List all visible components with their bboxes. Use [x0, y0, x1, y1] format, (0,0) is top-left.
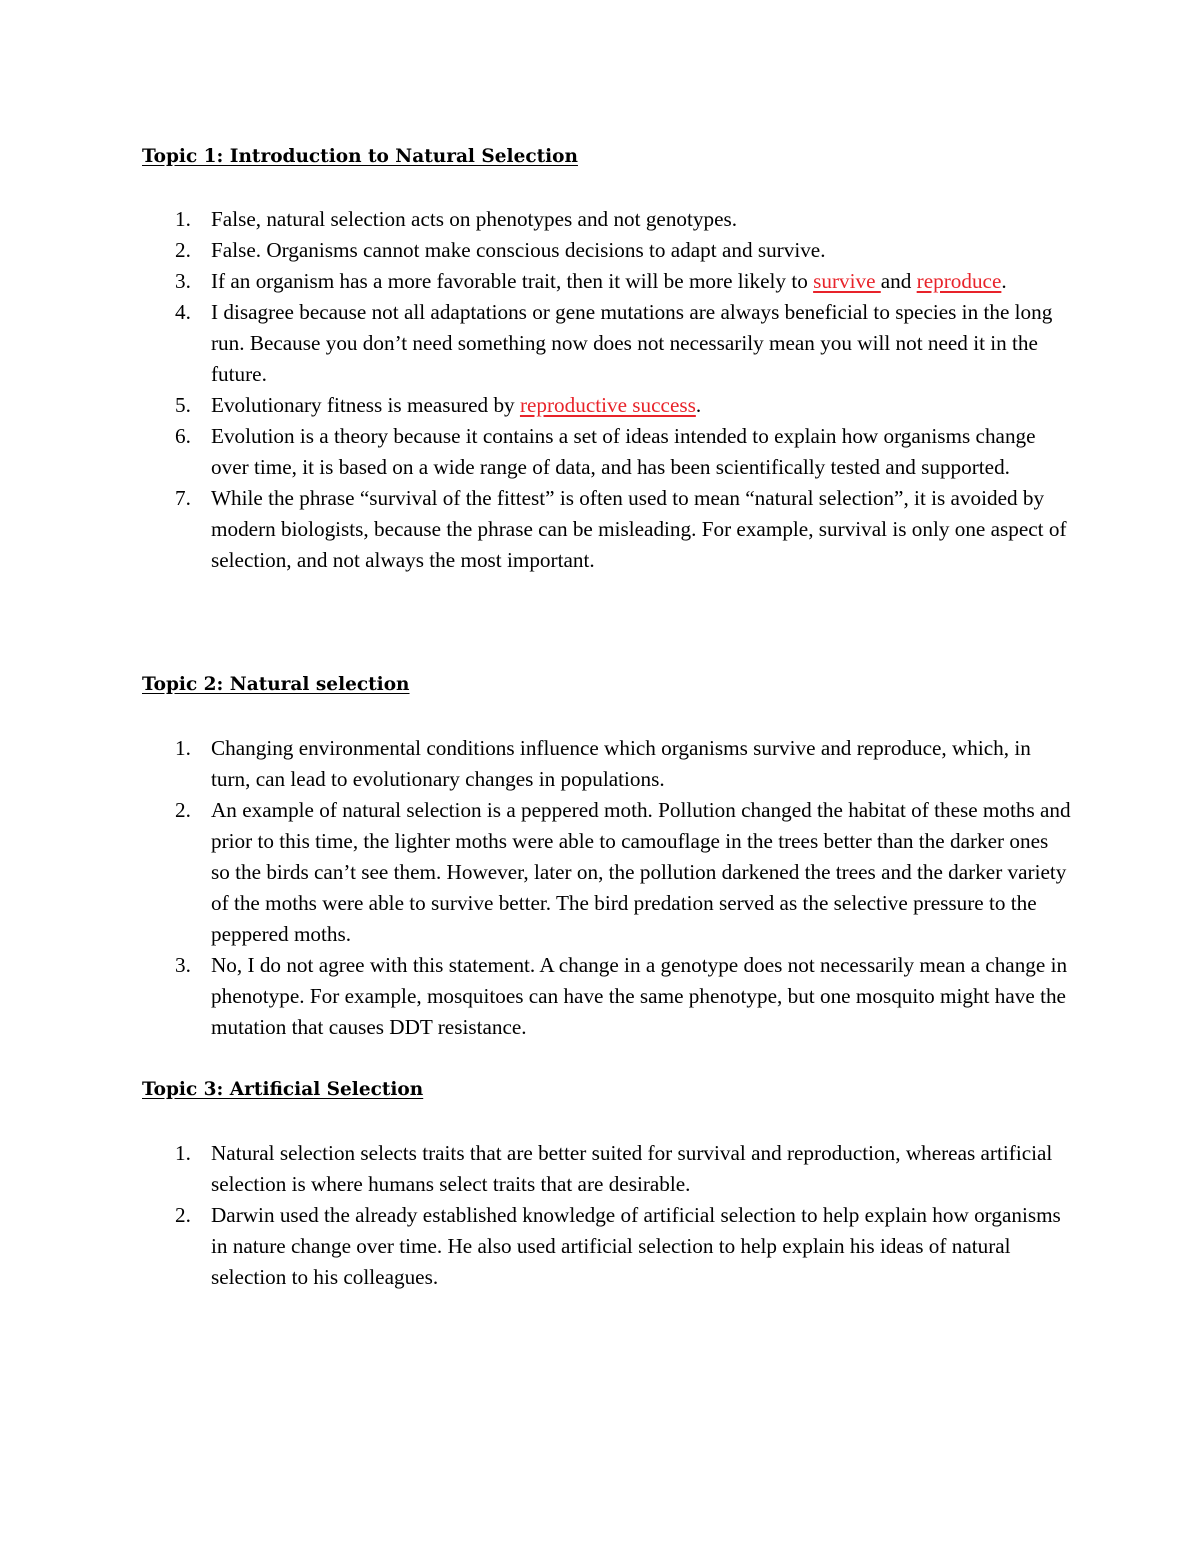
item-text: Darwin used the already established knowledge of artificial selection to help explain how organisms in nature change over time. He also used artificial selection to help explain his ideas of natural selection to his colleagues.: [211, 1203, 1061, 1289]
topic-1-answer-list: [0, 204, 1200, 576]
highlighted-term-reproductive-success: reproductive success: [519, 393, 696, 417]
list-item: [0, 390, 1071, 421]
list-item: [0, 733, 1071, 795]
list-item: [0, 266, 1071, 297]
item-text: and: [880, 269, 917, 293]
item-number: 7.: [175, 486, 191, 510]
item-number: 2.: [175, 238, 191, 262]
list-item: [0, 950, 1071, 1043]
item-text: No, I do not agree with this statement. A change in a genotype does not necessarily mean a change in phenotype. For example, mosquitoes can have the same phenotype, but one mosquito might have the mutation that causes DDT resistance.: [211, 953, 1068, 1039]
section-heading-topic-1: Topic 1: Introduction to Natural Selection: [142, 146, 578, 167]
list-item: [0, 297, 1071, 390]
item-text: False, natural selection acts on phenotypes and not genotypes.: [211, 207, 738, 231]
list-item: [0, 235, 1071, 266]
item-number: 1.: [175, 736, 191, 760]
list-item: [0, 483, 1071, 576]
list-item: [0, 421, 1071, 483]
item-text: Evolution is a theory because it contains a set of ideas intended to explain how organisms change over time, it is based on a wide range of data, and has been scientifically tested and supported.: [211, 424, 1036, 479]
item-text: False. Organisms cannot make conscious decisions to adapt and survive.: [211, 238, 826, 262]
item-number: 2.: [175, 1203, 191, 1227]
list-item: [0, 1200, 1071, 1293]
section-heading-topic-2: Topic 2: Natural selection: [142, 674, 410, 695]
item-text: Evolutionary fitness is measured by: [211, 393, 520, 417]
item-number: 5.: [175, 393, 191, 417]
item-number: 1.: [175, 207, 191, 231]
item-number: 2.: [175, 798, 191, 822]
item-text: If an organism has a more favorable trait, then it will be more likely to: [211, 269, 814, 293]
item-text: An example of natural selection is a peppered moth. Pollution changed the habitat of these moths and prior to this time, the lighter moths were able to camouflage in the trees better than the darker ones so the birds can’t see them. However, later on, the pollution darkened the trees and the darker variety of the moths were able to survive better. The bird predation served as the selective pressure to the peppered moths.: [211, 798, 1071, 946]
item-text: While the phrase “survival of the fittest” is often used to mean “natural selection”, it is avoided by modern biologists, because the phrase can be misleading. For example, survival is only one aspect of selection, and not always the most important.: [211, 486, 1067, 572]
item-text: Changing environmental conditions influence which organisms survive and reproduce, which, in turn, can lead to evolutionary changes in populations.: [211, 736, 1031, 791]
list-item: [0, 795, 1071, 950]
item-text: .: [695, 393, 702, 417]
highlighted-term-reproduce: reproduce: [916, 269, 1002, 293]
topic-3-answer-list: [0, 1138, 1200, 1293]
list-item: [0, 1138, 1071, 1200]
item-text: .: [1001, 269, 1007, 293]
section-heading-topic-3: Topic 3: Artificial Selection: [142, 1079, 424, 1100]
list-item: [0, 204, 1071, 235]
item-number: 6.: [175, 424, 191, 448]
item-number: 1.: [175, 1141, 191, 1165]
item-number: 3.: [175, 953, 191, 977]
item-number: 4.: [175, 300, 191, 324]
topic-2-answer-list: [0, 733, 1200, 1043]
item-text: I disagree because not all adaptations or gene mutations are always beneficial to species in the long run. Because you don’t need something now does not necessarily mean you will not need it in the future.: [211, 300, 1053, 386]
item-text: Natural selection selects traits that are better suited for survival and reproduction, whereas artificial selection is where humans select traits that are desirable.: [211, 1141, 1053, 1196]
item-number: 3.: [175, 269, 191, 293]
highlighted-term-survive: survive: [813, 269, 881, 293]
